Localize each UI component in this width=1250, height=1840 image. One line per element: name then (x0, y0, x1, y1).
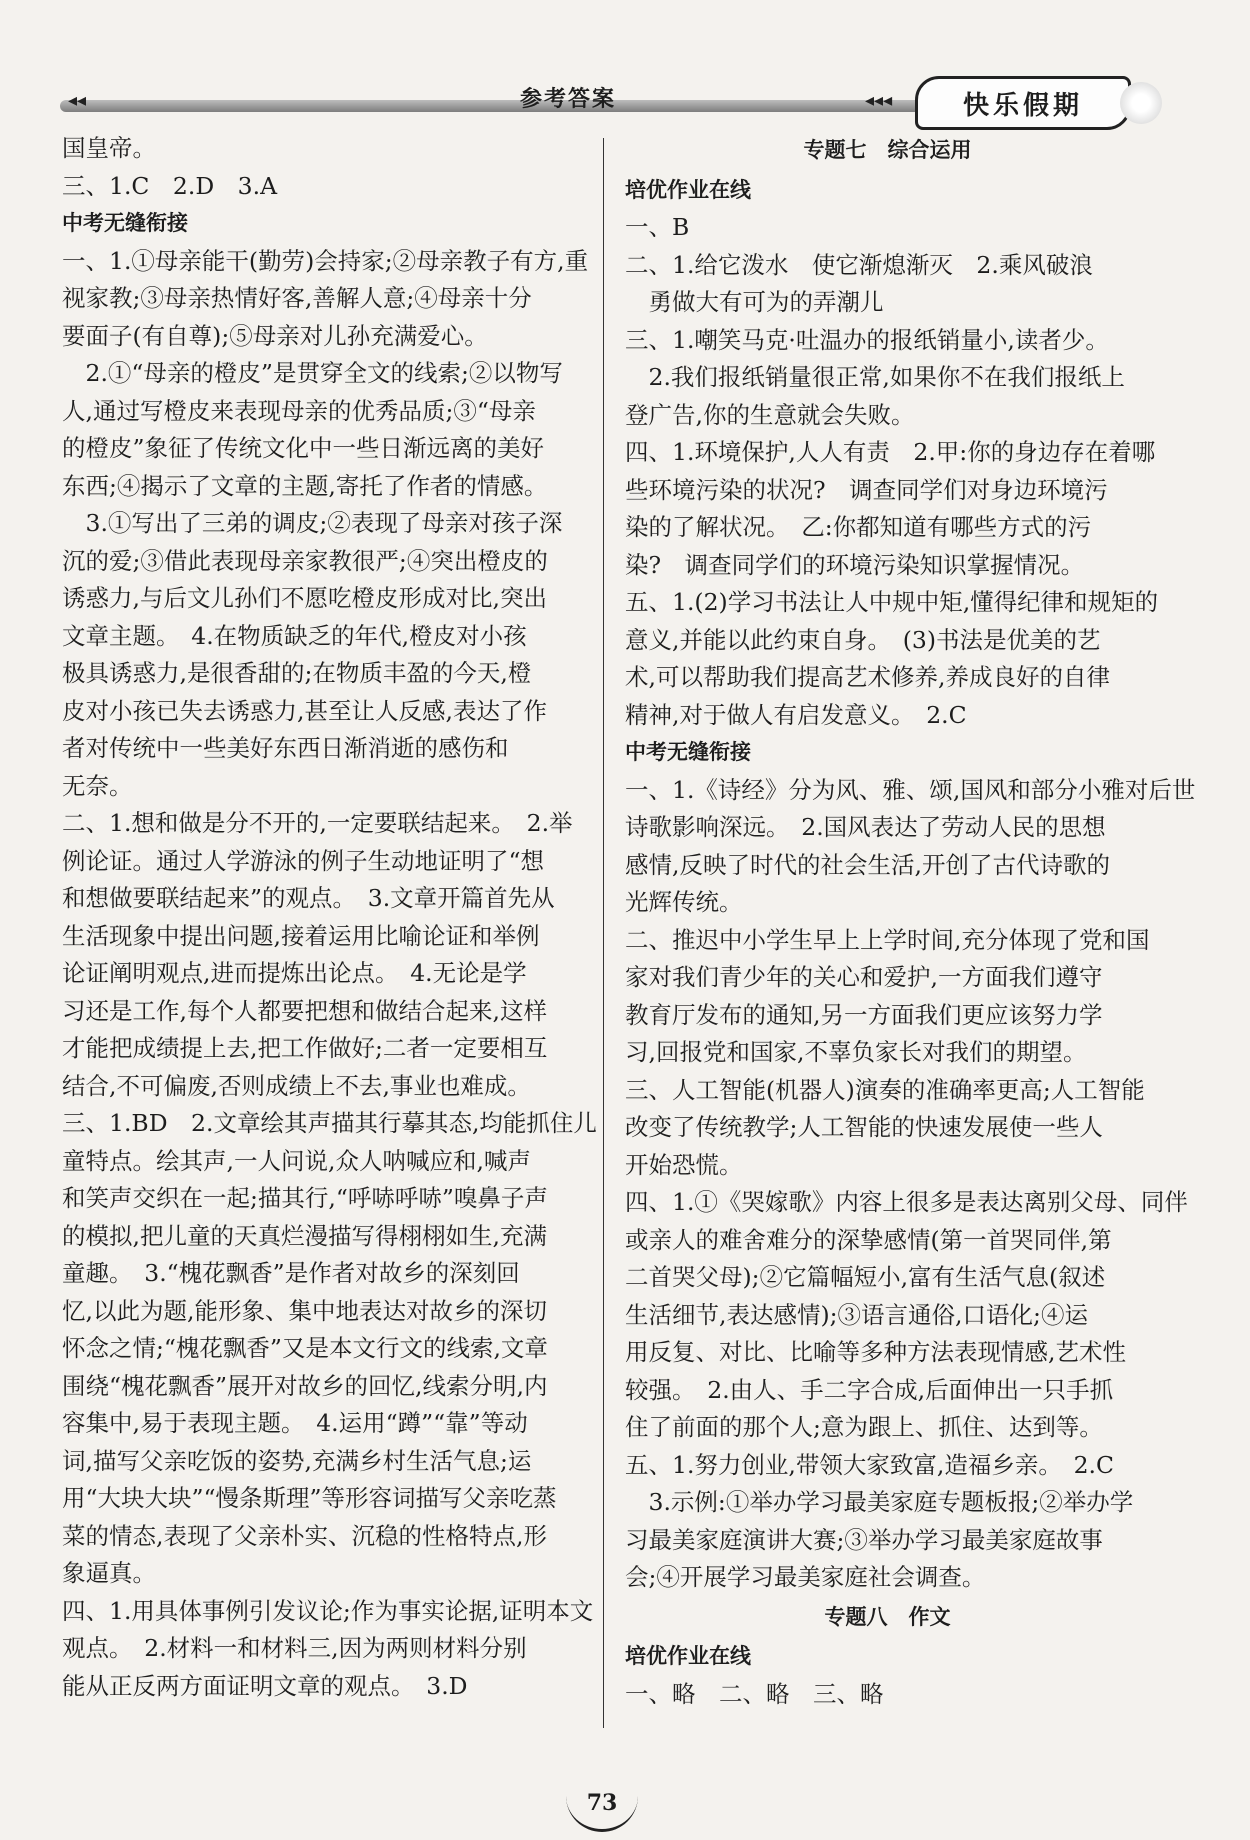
text-line: 光辉传统。 (625, 888, 743, 916)
text-line: 象逼真。 (62, 1559, 156, 1587)
text-line: 术,可以帮助我们提高艺术修养,养成良好的自律 (625, 663, 1110, 691)
text-line: 较强。 2.由人、手二字合成,后面伸出一只手抓 (625, 1375, 1114, 1404)
text-line: 登广告,你的生意就会失败。 (625, 400, 915, 429)
text-line: 勇做大有可为的弄潮儿 (625, 288, 884, 316)
text-line: 二、1.给它泼水 使它渐熄渐灭 2.乘风破浪 (625, 250, 1093, 279)
topic-title: 专题八 作文 (824, 1604, 951, 1629)
text-line: 人,通过写橙皮来表现母亲的优秀品质;③“母亲 (62, 396, 536, 425)
text-line: 习最美家庭演讲大赛;③举办学习最美家庭故事 (625, 1525, 1103, 1554)
right-column (625, 130, 1196, 1713)
text-line: 忆,以此为题,能形象、集中地表达对故乡的深切 (62, 1296, 547, 1325)
topic-title: 专题七 综合运用 (803, 138, 972, 162)
text-line: 围绕“槐花飘香”展开对故乡的回忆,线索分明,内 (62, 1371, 548, 1400)
section-heading: 培优作业在线 (625, 177, 751, 202)
text-line: 和笑声交织在一起;描其行,“呼哧呼哧”嗅鼻子声 (62, 1184, 548, 1212)
text-line: 些环境污染的状况? 调查同学们对身边环境污 (625, 475, 1108, 504)
text-line: 三、1.C 2.D 3.A (62, 171, 278, 200)
text-line: 用反复、对比、比喻等多种方法表现情感,艺术性 (625, 1338, 1126, 1366)
text-line: 染? 调查同学们的环境污染知识掌握情况。 (625, 550, 1085, 579)
text-line: 生活细节,表达感情);③语言通俗,口语化;④运 (625, 1300, 1088, 1329)
text-line: 教育厅发布的通知,另一方面我们更应该努力学 (625, 1000, 1103, 1029)
text-line: 沉的爱;③借此表现母亲家教很严;④突出橙皮的 (62, 546, 548, 575)
text-line: 习还是工作,每个人都要把想和做结合起来,这样 (62, 996, 547, 1025)
text-line: 用“大块大块”“慢条斯理”等形容词描写父亲吃蒸 (62, 1484, 557, 1512)
page-header (60, 78, 1140, 124)
text-line: 一、略 二、略 三、略 (625, 1679, 884, 1708)
text-line: 要面子(有自尊);⑤母亲对儿孙充满爱心。 (62, 321, 488, 350)
section-heading: 中考无缝衔接 (62, 211, 188, 235)
text-line: 一、B (625, 213, 690, 241)
text-line: 观点。 2.材料一和材料三,因为两则材料分别 (62, 1634, 527, 1662)
text-line: 词,描写父亲吃饭的姿势,充满乡村生活气息;运 (62, 1446, 532, 1475)
text-line: 无奈。 (62, 771, 133, 800)
text-line: 的模拟,把儿童的天真烂漫描写得栩栩如生,充满 (62, 1221, 547, 1250)
text-line: 童特点。绘其声,一人问说,众人呐喊应和,喊声 (62, 1146, 531, 1175)
text-line: 东西;④揭示了文章的主题,寄托了作者的情感。 (62, 471, 548, 500)
text-line: 一、1.①母亲能干(勤劳)会持家;②母亲教子有方,重 (62, 246, 589, 275)
text-line: 四、1.用具体事例引发议论;作为事实论据,证明本文 (62, 1596, 594, 1625)
text-line: 皮对小孩已失去诱惑力,甚至让人反感,表达了作 (62, 696, 547, 725)
text-line: 极具诱惑力,是很香甜的;在物质丰盈的今天,橙 (62, 659, 532, 687)
text-line: 2.①“母亲的橙皮”是贯穿全文的线索;②以物写 (62, 359, 563, 387)
text-line: 童趣。 3.“槐花飘香”是作者对故乡的深刻回 (62, 1259, 520, 1287)
text-line: 视家教;③母亲热情好客,善解人意;④母亲十分 (62, 284, 532, 312)
text-line: 菜的情态,表现了父亲朴实、沉稳的性格特点,形 (62, 1521, 547, 1550)
text-line: 或亲人的难舍难分的深挚感情(第一首哭同伴,第 (625, 1225, 1112, 1254)
text-line: 文章主题。 4.在物质缺乏的年代,橙皮对小孩 (62, 621, 527, 650)
text-line: 三、人工智能(机器人)演奏的准确率更高;人工智能 (625, 1075, 1145, 1104)
column-divider (603, 138, 604, 1728)
page-number: 73 (566, 1785, 638, 1832)
text-line: 才能把成绩提上去,把工作做好;二者一定要相互 (62, 1034, 548, 1062)
text-line: 染的了解状况。 乙:你都知道有哪些方式的污 (625, 513, 1092, 541)
section-heading: 培优作业在线 (625, 1644, 751, 1668)
text-line: 开始恐慌。 (625, 1150, 743, 1179)
text-line: 二、推迟中小学生早上上学时间,充分体现了党和国 (625, 925, 1150, 954)
text-line: 和想做要联结起来”的观点。 3.文章开篇首先从 (62, 884, 555, 912)
text-line: 国皇帝。 (62, 134, 156, 162)
text-line: 者对传统中一些美好东西日渐消逝的感伤和 (62, 734, 509, 762)
text-line: 住了前面的那个人;意为跟上、抓住、达到等。 (625, 1413, 1103, 1441)
text-line: 三、1.BD 2.文章绘其声描其行摹其态,均能抓住儿 (62, 1109, 597, 1137)
header-title: 参考答案 (520, 87, 617, 112)
text-line: 3.示例:①举办学习最美家庭专题板报;②举办学 (625, 1488, 1134, 1516)
text-line: 三、1.嘲笑马克·吐温办的报纸销量小,读者少。 (625, 325, 1109, 354)
text-line: 二、1.想和做是分不开的,一定要联结起来。 2.举 (62, 809, 573, 837)
brand-logo: 快乐假期 (915, 76, 1131, 130)
text-line: 会;④开展学习最美家庭社会调查。 (625, 1563, 986, 1591)
text-line: 二首哭父母);②它篇幅短小,富有生活气息(叙述 (625, 1263, 1106, 1291)
text-line: 容集中,易于表现主题。 4.运用“蹲”“靠”等动 (62, 1409, 528, 1437)
text-line: 怀念之情;“槐花飘香”又是本文行文的线索,文章 (62, 1334, 548, 1362)
brand-circle-icon (1120, 82, 1162, 124)
text-line: 习,回报党和国家,不辜负家长对我们的期望。 (625, 1038, 1087, 1066)
text-line: 五、1.(2)学习书法让人中规中矩,懂得纪律和规矩的 (625, 588, 1159, 616)
text-line: 诱惑力,与后文儿孙们不愿吃橙皮形成对比,突出 (62, 584, 547, 612)
text-line: 生活现象中提出问题,接着运用比喻论证和举例 (62, 921, 540, 950)
text-line: 家对我们青少年的关心和爱护,一方面我们遵守 (625, 963, 1103, 991)
text-line: 结合,不可偏废,否则成绩上不去,事业也难成。 (62, 1071, 531, 1100)
text-line: 一、1.《诗经》分为风、雅、颂,国风和部分小雅对后世 (625, 775, 1196, 804)
header-arrows-right: ◂◂◂ (865, 90, 893, 111)
text-line: 论证阐明观点,进而提炼出论点。 4.无论是学 (62, 959, 527, 987)
left-column (62, 130, 597, 1705)
text-line: 改变了传统教学;人工智能的快速发展使一些人 (625, 1113, 1103, 1141)
text-line: 精神,对于做人有启发意义。 2.C (625, 700, 967, 729)
text-line: 感情,反映了时代的社会生活,开创了古代诗歌的 (625, 850, 1110, 879)
text-line: 2.我们报纸销量很正常,如果你不在我们报纸上 (625, 363, 1125, 391)
text-line: 意义,并能以此约束自身。 (3)书法是优美的艺 (625, 625, 1101, 654)
text-line: 五、1.努力创业,带领大家致富,造福乡亲。 2.C (625, 1450, 1115, 1479)
text-line: 四、1.①《哭嫁歌》内容上很多是表达离别父母、同伴 (625, 1188, 1188, 1216)
section-heading: 中考无缝衔接 (625, 740, 751, 764)
text-line: 能从正反两方面证明文章的观点。 3.D (62, 1671, 468, 1700)
text-line: 诗歌影响深远。 2.国风表达了劳动人民的思想 (625, 813, 1106, 841)
text-line: 四、1.环境保护,人人有责 2.甲:你的身边存在着哪 (625, 438, 1156, 466)
text-line: 3.①写出了三弟的调皮;②表现了母亲对孩子深 (62, 509, 563, 537)
header-arrows-left: ◂◂ (68, 90, 87, 111)
text-line: 的橙皮”象征了传统文化中一些日渐远离的美好 (62, 434, 545, 462)
text-line: 例论证。通过人学游泳的例子生动地证明了“想 (62, 846, 545, 875)
